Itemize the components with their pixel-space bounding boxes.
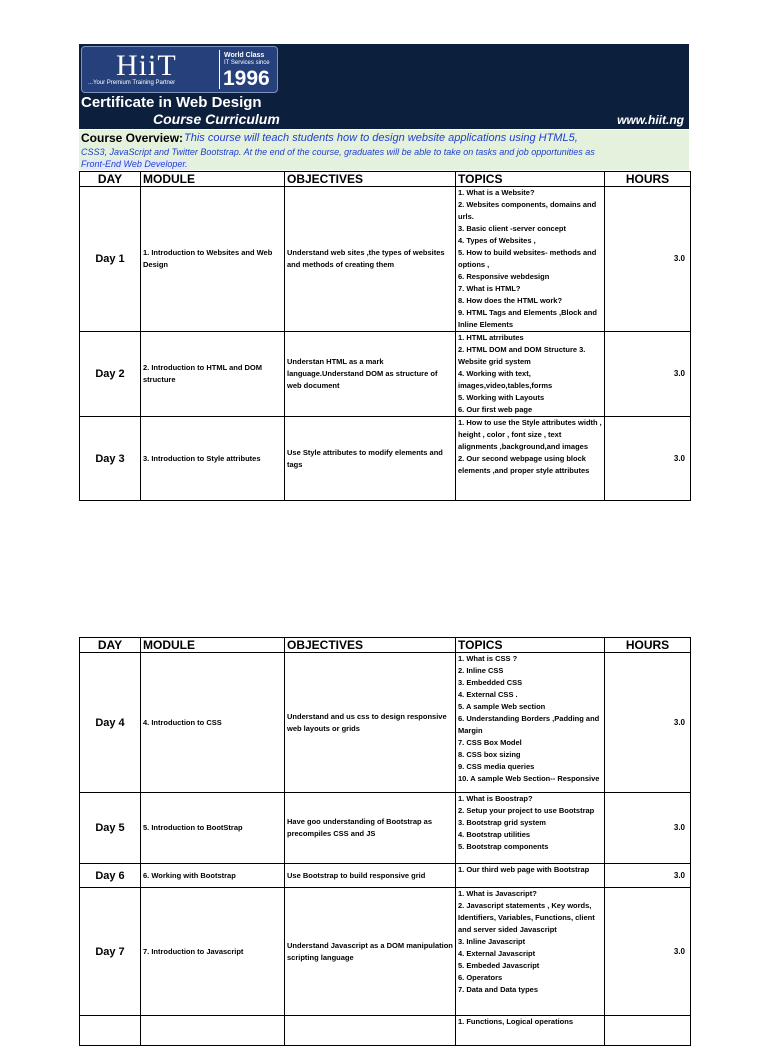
topic-item: 2. Inline CSS [458, 666, 504, 675]
topic-item: 6. Our first web page [458, 405, 533, 414]
day-cell: Day 1 [80, 187, 141, 332]
topics-cell [456, 864, 605, 888]
topics-cell [456, 417, 605, 501]
topic-item: 4. External Javascript [458, 949, 536, 958]
hours-cell: 3.0 [605, 888, 691, 1016]
objectives-cell [285, 1016, 456, 1046]
col-header-hours: HOURS [605, 638, 691, 653]
module-cell: 5. Introduction to BootStrap [141, 793, 285, 864]
hiit-logo [81, 46, 278, 93]
table-row [80, 793, 691, 864]
col-header-objectives: OBJECTIVES [285, 172, 456, 187]
topic-item: 3. Bootstrap grid system [458, 818, 546, 827]
topic-item: 2. Our second webpage using block elements ,and proper style attributes [458, 454, 590, 475]
topic-item: 4. External CSS . [458, 690, 518, 699]
topic-item: 1. How to use the Style attributes width , height , color , font size , text alignments ,background,and images [458, 418, 602, 451]
overview-line-3: Front-End Web Developer. [81, 159, 188, 169]
hours-cell: 3.0 [605, 187, 691, 332]
hours-cell: 3.0 [605, 332, 691, 417]
day-cell: Day 7 [80, 888, 141, 1016]
topics-cell [456, 187, 605, 332]
logo-tagline: ...Your Premium Training Partner [88, 80, 176, 86]
table-row [80, 653, 691, 793]
overview-line-1: This course will teach students how to design website applications using HTML5, [184, 132, 578, 144]
hours-cell: 3.0 [605, 793, 691, 864]
objectives-cell: Use Style attributes to modify elements and tags [285, 417, 456, 501]
col-header-hours: HOURS [605, 172, 691, 187]
topic-item: 5. How to build websites- methods and options , [458, 248, 597, 269]
overview-label: Course Overview: [81, 131, 184, 145]
hours-cell: 3.0 [605, 417, 691, 501]
topic-item: 1. What is Boostrap? [458, 794, 533, 803]
topic-item: 3. Embedded CSS [458, 678, 523, 687]
hours-cell: 3.0 [605, 864, 691, 888]
topic-item: 7. CSS Box Model [458, 738, 522, 747]
topic-item: 5. Embeded Javascript [458, 961, 540, 970]
hours-cell [605, 1016, 691, 1046]
day-cell [80, 1016, 141, 1046]
col-header-topics: TOPICS [456, 172, 605, 187]
table-row [80, 332, 691, 417]
objectives-cell: Understand web sites ,the types of websites and methods of creating them [285, 187, 456, 332]
day-cell: Day 2 [80, 332, 141, 417]
module-cell [141, 1016, 285, 1046]
module-cell: 1. Introduction to Websites and Web Design [141, 187, 285, 332]
topic-item: 2. Setup your project to use Bootstrap [458, 806, 595, 815]
topic-item: 1. What is a Website? [458, 188, 535, 197]
logo-badge-line2: IT Services since [224, 60, 270, 66]
logo-name: HiiT [116, 49, 177, 82]
topics-cell [456, 793, 605, 864]
table-header-row [80, 638, 691, 653]
day-cell: Day 3 [80, 417, 141, 501]
topic-item: 5. A sample Web section [458, 702, 546, 711]
objectives-cell: Understand and us css to design responsive web layouts or grids [285, 653, 456, 793]
objectives-cell: Have goo understanding of Bootstrap as precompiles CSS and JS [285, 793, 456, 864]
logo-badge-line1: World Class [224, 52, 265, 59]
topic-item: 3. Basic client -server concept [458, 224, 566, 233]
day-cell: Day 5 [80, 793, 141, 864]
hours-cell: 3.0 [605, 653, 691, 793]
topic-item: 6. Operators [458, 973, 503, 982]
topic-item: 8. How does the HTML work? [458, 296, 563, 305]
table-row [80, 864, 691, 888]
curriculum-table-2 [79, 637, 691, 1046]
topic-item: 4. Working with text, images,video,tables,forms [458, 369, 553, 390]
topic-item: 6. Responsive webdesign [458, 272, 550, 281]
col-header-module: MODULE [141, 172, 285, 187]
topic-item: 9. HTML Tags and Elements ,Block and Inline Elements [458, 308, 597, 329]
topic-item: 1. What is Javascript? [458, 889, 537, 898]
topic-item: 2. Javascript statements , Key words, Identifiers, Variables, Functions, client and server sided Javascript [458, 901, 595, 934]
topic-item: 1. Functions, Logical operations [458, 1017, 574, 1026]
table-row [80, 888, 691, 1016]
topics-cell [456, 888, 605, 1016]
table-row [80, 187, 691, 332]
topics-cell [456, 332, 605, 417]
objectives-cell: Understand Javascript as a DOM manipulation scripting language [285, 888, 456, 1016]
page-title: Certificate in Web Design [81, 94, 262, 111]
col-header-objectives: OBJECTIVES [285, 638, 456, 653]
col-header-module: MODULE [141, 638, 285, 653]
topic-item: 1. What is CSS ? [458, 654, 518, 663]
website-url: www.hiit.ng [617, 113, 684, 127]
topic-item: 7. What is HTML? [458, 284, 521, 293]
topic-item: 9. CSS media queries [458, 762, 535, 771]
page-subtitle: Course Curriculum [153, 111, 280, 127]
col-header-topics: TOPICS [456, 638, 605, 653]
col-header-day: DAY [80, 172, 141, 187]
topic-item: 5. Bootstrap components [458, 842, 549, 851]
topic-item: 1. Our third web page with Bootstrap [458, 865, 590, 874]
topic-item: 5. Working with Layouts [458, 393, 545, 402]
topic-item: 4. Types of Websites , [458, 236, 536, 245]
table-row [80, 417, 691, 501]
objectives-cell: Understan HTML as a mark language.Understand DOM as structure of web document [285, 332, 456, 417]
header-banner [79, 44, 689, 129]
topic-item: 8. CSS box sizing [458, 750, 521, 759]
col-header-day: DAY [80, 638, 141, 653]
module-cell: 3. Introduction to Style attributes [141, 417, 285, 501]
module-cell: 4. Introduction to CSS [141, 653, 285, 793]
topic-item: 1. HTML atrributes [458, 333, 524, 342]
course-overview [79, 130, 689, 170]
topics-cell [456, 653, 605, 793]
logo-year: 1996 [223, 67, 270, 90]
module-cell: 2. Introduction to HTML and DOM structure [141, 332, 285, 417]
module-cell: 7. Introduction to Javascript [141, 888, 285, 1016]
topic-item: 7. Data and Data types [458, 985, 539, 994]
curriculum-table-1 [79, 171, 691, 501]
module-cell: 6. Working with Bootstrap [141, 864, 285, 888]
day-cell: Day 4 [80, 653, 141, 793]
logo-divider [219, 50, 220, 89]
table-row [80, 1016, 691, 1046]
objectives-cell: Use Bootstrap to build responsive grid [285, 864, 456, 888]
overview-line-2: CSS3, JavaScript and Twitter Bootstrap. At the end of the course, graduates will be able to take on tasks and job opportunities as [81, 147, 595, 157]
topic-item: 2. HTML DOM and DOM Structure 3. Website grid system [458, 345, 586, 366]
topic-item: 10. A sample Web Section-- Responsive [458, 774, 600, 783]
day-cell: Day 6 [80, 864, 141, 888]
topic-item: 6. Understanding Borders ,Padding and Margin [458, 714, 600, 735]
table-header-row [80, 172, 691, 187]
topics-cell [456, 1016, 605, 1046]
topic-item: 3. Inline Javascript [458, 937, 526, 946]
topic-item: 4. Bootstrap utilities [458, 830, 531, 839]
topic-item: 2. Websites components, domains and urls. [458, 200, 597, 221]
